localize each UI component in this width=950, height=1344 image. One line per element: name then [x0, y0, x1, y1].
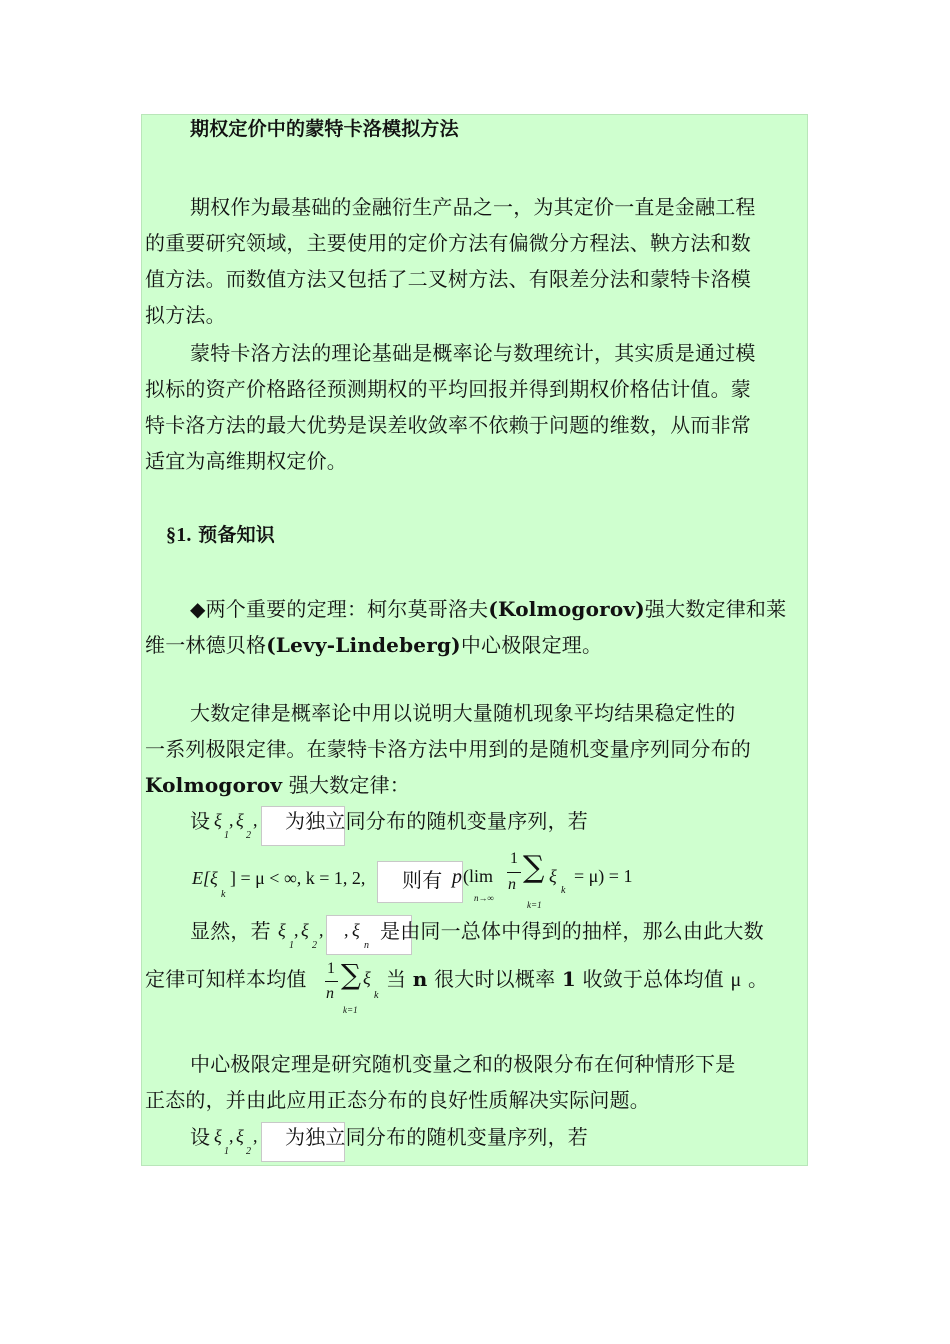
fraction-bar — [507, 872, 521, 873]
comma: , — [253, 810, 258, 830]
section-heading — [166, 521, 275, 548]
xi-symbol: ξ — [352, 920, 360, 940]
fraction-numerator: 1 — [510, 850, 518, 867]
levy-lindeberg-label: (Levy-Lindeberg) — [266, 633, 461, 657]
comma: , — [253, 1126, 258, 1146]
theorems-line-2 — [145, 632, 602, 658]
intro-line-1: 期权作为最基础的金融衍生产品之一，为其定价一直是金融工程 — [190, 195, 756, 219]
comma: , — [229, 1126, 234, 1146]
summation-lower-limit: k=1 — [527, 900, 542, 910]
lln-line-3 — [145, 772, 410, 798]
lln-line-1: 大数定律是概率论中用以说明大量随机现象平均结果稳定性的 — [190, 701, 736, 725]
subscript-k: k — [561, 885, 566, 896]
fraction-denominator: n — [508, 876, 516, 893]
comma: , — [344, 920, 349, 940]
comma: , — [294, 920, 299, 940]
subscript-2: 2 — [312, 940, 317, 951]
xi-symbol: ξ — [236, 810, 244, 830]
summation-symbol: ∑ — [523, 850, 545, 885]
theorems-text-d: 维一林德贝格 — [145, 633, 267, 657]
xi-symbol: ξ — [236, 1126, 244, 1146]
theorems-text-f: 中心极限定理。 — [460, 633, 603, 657]
obvious-line-suffix: 是由同一总体中得到的抽样，那么由此大数 — [380, 919, 764, 943]
subscript-k: k — [221, 889, 226, 900]
when-word: 当 — [386, 967, 407, 991]
intro-line-2: 的重要研究领域，主要使用的定价方法有偏微分方程法、鞅方法和数 — [145, 231, 751, 255]
intro-line-5: 蒙特卡洛方法的理论基础是概率论与数理统计，其实质是通过模 — [190, 341, 756, 365]
subscript-n: n — [364, 940, 369, 951]
limit-result: = μ) = 1 — [574, 866, 633, 886]
then-label: 则有 — [402, 868, 443, 892]
intro-line-6: 拟标的资产价格路径预测期权的平均回报并得到期权价格估计值。蒙 — [145, 377, 751, 401]
subscript-k: k — [374, 990, 379, 1001]
obvious-line-prefix: 显然，若 — [190, 919, 271, 943]
probability-p: p — [452, 866, 462, 888]
xi-symbol: ξ — [214, 1126, 222, 1146]
theorems-text-a: ◆两个重要的定理：柯尔莫哥洛夫 — [190, 597, 489, 621]
summation-symbol: ∑ — [341, 958, 361, 991]
mu-symbol: μ — [730, 969, 742, 991]
kolmogorov-bold: Kolmogorov — [145, 773, 283, 797]
section-number: §1. — [166, 524, 192, 546]
xi-symbol: ξ — [301, 920, 309, 940]
fraction-denominator: n — [326, 985, 334, 1002]
clt-line-2: 正态的，并由此应用正态分布的良好性质解决实际问题。 — [145, 1088, 650, 1112]
theorems-line-1 — [190, 596, 786, 622]
clt-line-1: 中心极限定理是研究随机变量之和的极限分布在何种情形下是 — [190, 1052, 736, 1076]
fraction-bar — [325, 981, 338, 982]
lim-operator: (lim — [463, 866, 493, 886]
document-title: 期权定价中的蒙特卡洛模拟方法 — [190, 118, 459, 140]
expectation-expr: E[ξ — [192, 868, 218, 888]
subscript-2: 2 — [246, 1146, 251, 1157]
expectation-rest: ] = μ < ∞, k = 1, 2, — [230, 868, 366, 888]
lln-line-3-text: 强大数定律： — [282, 773, 410, 797]
comma: , — [229, 810, 234, 830]
fraction-numerator: 1 — [327, 960, 335, 977]
xi-symbol: ξ — [363, 968, 371, 988]
probability-one: 1 — [561, 967, 576, 991]
subscript-1: 1 — [224, 1146, 229, 1157]
intro-line-8: 适宜为高维期权定价。 — [145, 449, 347, 473]
subscript-1: 1 — [289, 940, 294, 951]
theorems-text-c: 强大数定律和莱 — [644, 597, 787, 621]
kolmogorov-label: (Kolmogorov) — [488, 597, 645, 621]
sample-mean-prefix: 定律可知样本均值 — [145, 967, 307, 991]
let-line-1-prefix: 设 — [190, 809, 211, 833]
comma: , — [319, 920, 324, 940]
subscript-1: 1 — [224, 830, 229, 841]
xi-symbol: ξ — [549, 866, 557, 886]
subscript-2: 2 — [246, 830, 251, 841]
sample-mean-suffix — [386, 966, 768, 993]
let-line-2-suffix: 为独立同分布的随机变量序列，若 — [285, 1125, 588, 1149]
let-line-2-prefix: 设 — [190, 1125, 211, 1149]
lim-subscript: n→∞ — [474, 893, 494, 903]
converge-text: 收敛于总体均值 — [582, 967, 724, 991]
summation-lower-limit: k=1 — [343, 1005, 358, 1015]
section-title: 预备知识 — [198, 524, 275, 546]
intro-line-3: 值方法。而数值方法又包括了二叉树方法、有限差分法和蒙特卡洛模 — [145, 267, 751, 291]
n-variable: n — [412, 967, 428, 991]
probability-text: 很大时以概率 — [434, 967, 556, 991]
period: 。 — [748, 967, 769, 991]
lln-line-2: 一系列极限定律。在蒙特卡洛方法中用到的是随机变量序列同分布的 — [145, 737, 751, 761]
let-line-1-suffix: 为独立同分布的随机变量序列，若 — [285, 809, 588, 833]
xi-symbol: ξ — [214, 810, 222, 830]
intro-line-4: 拟方法。 — [145, 303, 226, 327]
xi-symbol: ξ — [278, 920, 286, 940]
intro-line-7: 特卡洛方法的最大优势是误差收敛率不依赖于问题的维数，从而非常 — [145, 413, 751, 437]
